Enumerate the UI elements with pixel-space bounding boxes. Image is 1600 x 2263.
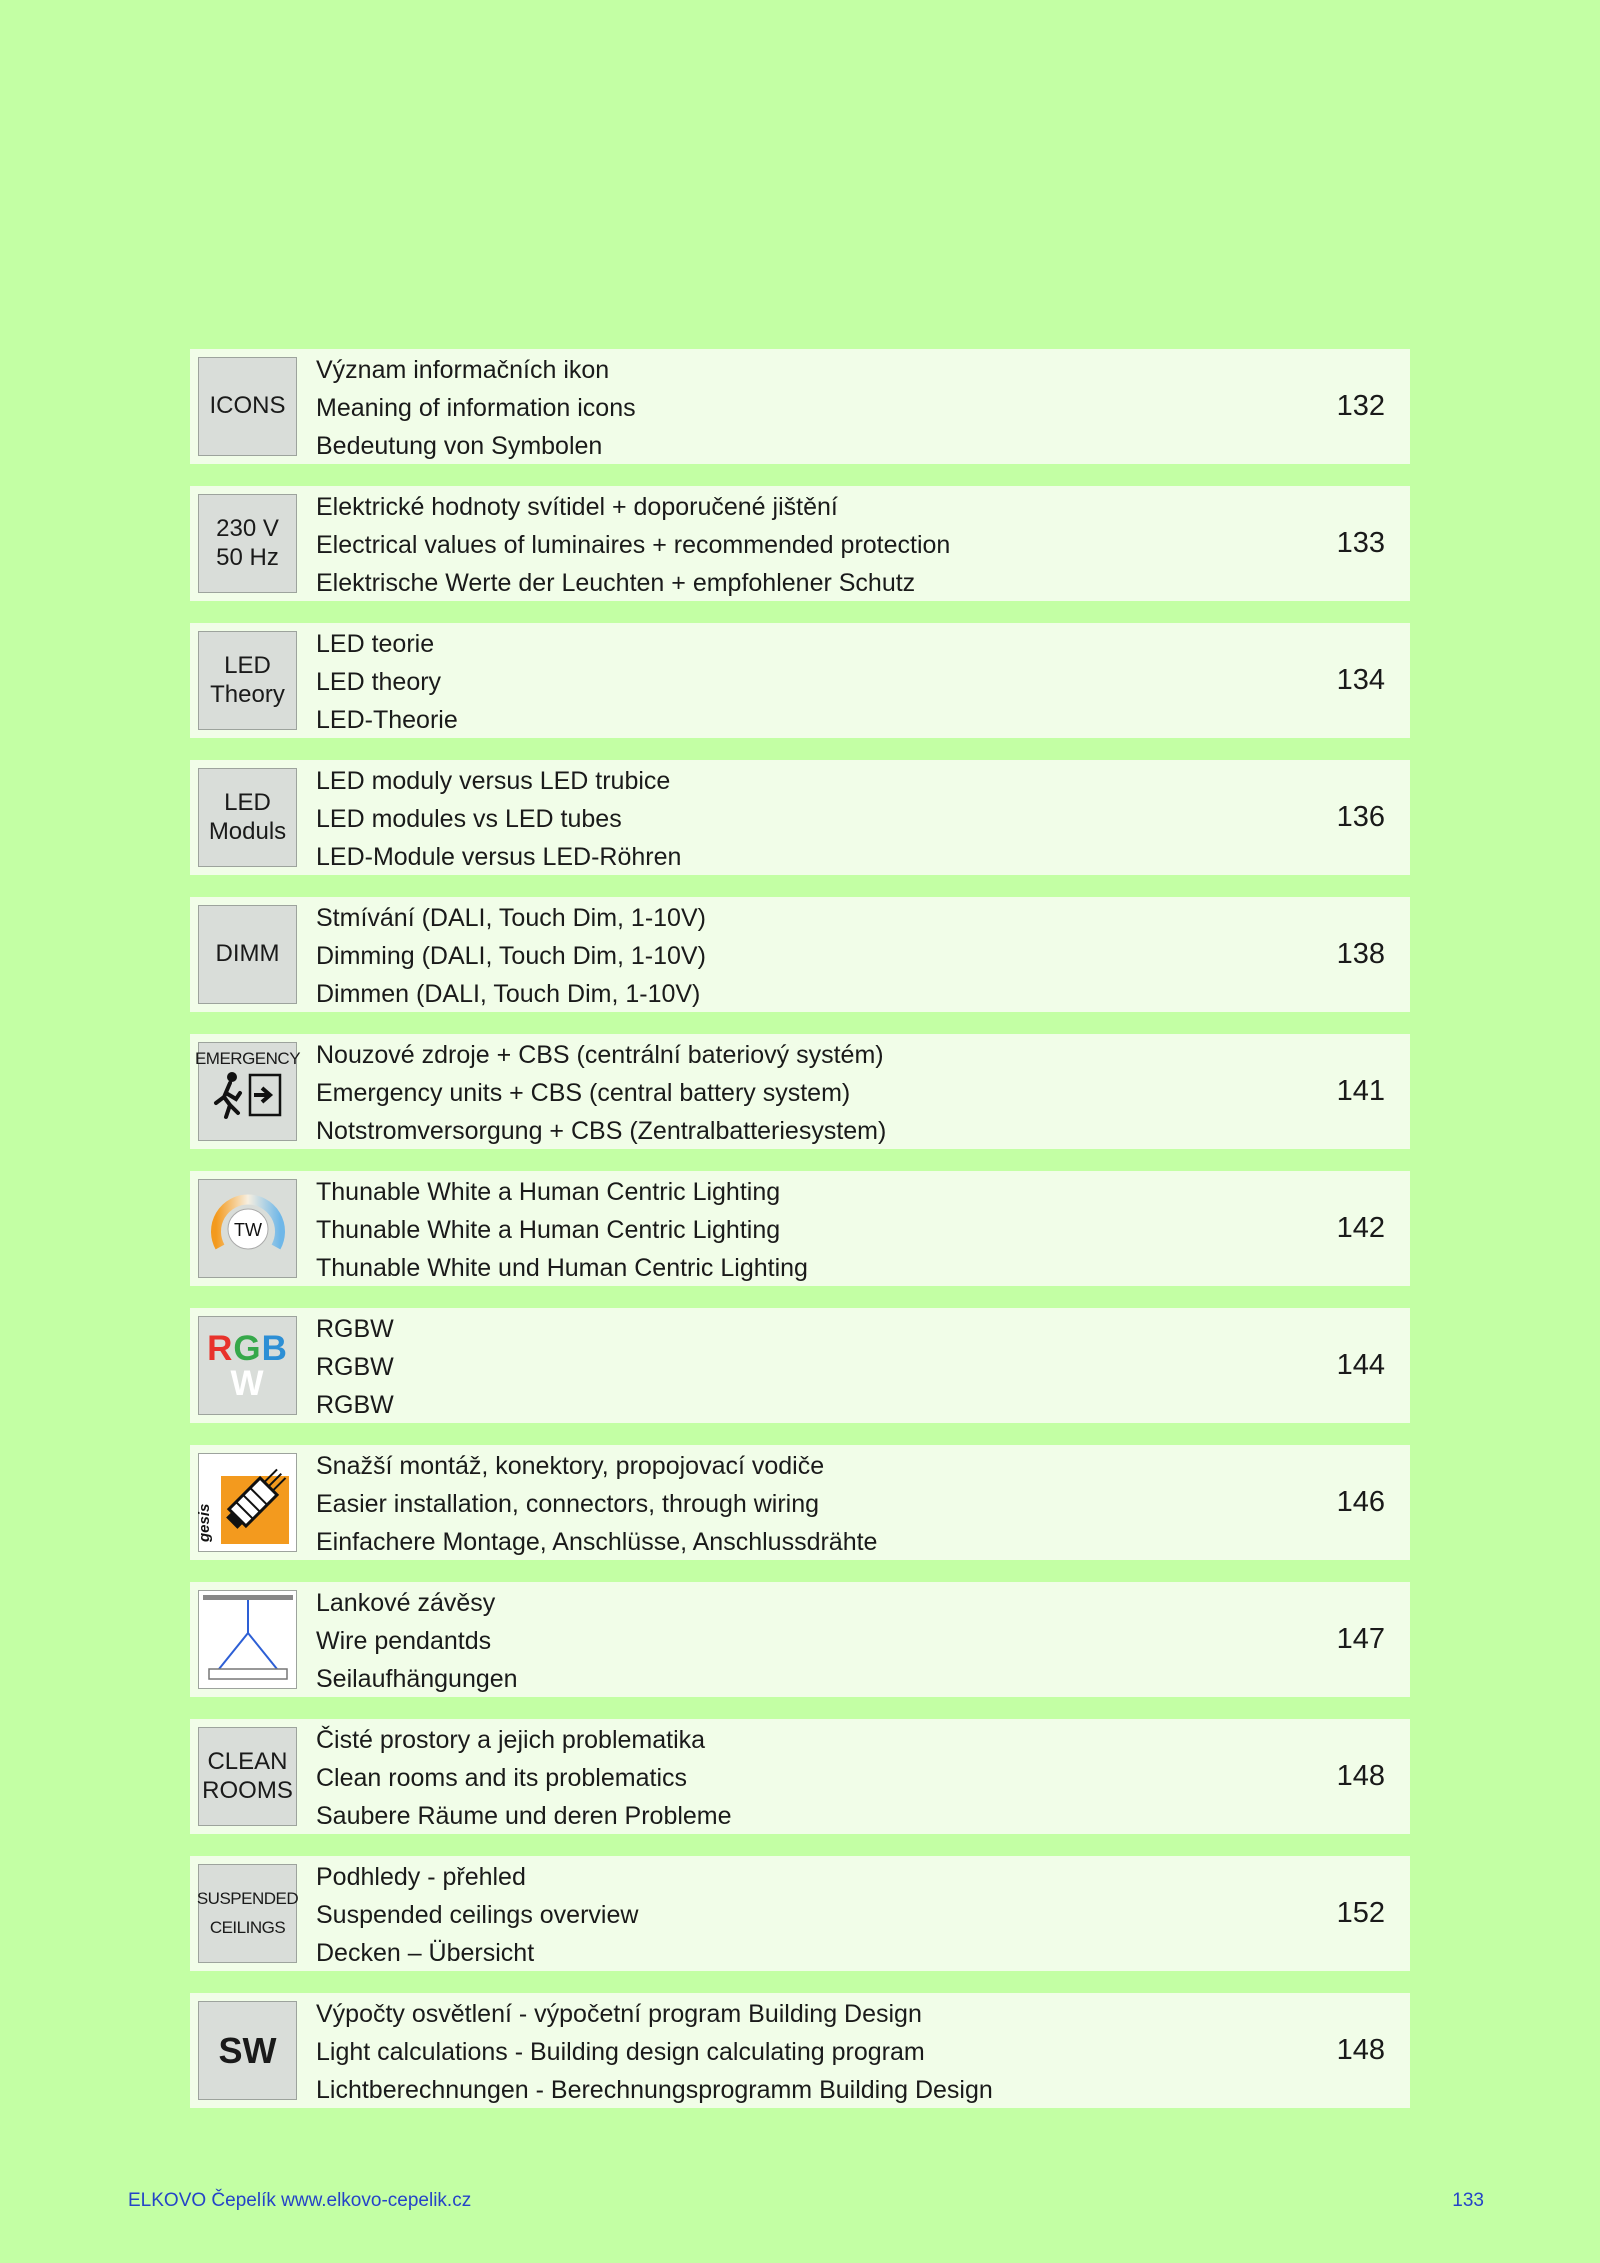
toc-row-led-modules[interactable] [190, 760, 1410, 875]
icon-label: LED Moduls [208, 788, 287, 845]
title-en: Light calculations - Building design calculating program [316, 2038, 925, 2066]
tunable-white-icon [198, 1179, 297, 1278]
footer-page-number: 133 [1452, 2190, 1484, 2211]
icon-label: 230 V 50 Hz [216, 514, 279, 571]
running-man-exit-icon [210, 1069, 286, 1121]
footer-company-link[interactable]: ELKOVO Čepelík www.elkovo-cepelik.cz [128, 2190, 472, 2211]
page-number: 148 [1336, 2034, 1385, 2066]
title-de: Decken – Übersicht [316, 1939, 535, 1967]
led-theory-icon [198, 631, 297, 730]
icon-label: SW [218, 2029, 277, 2071]
page-number: 147 [1336, 1623, 1385, 1655]
title-de: Saubere Räume und deren Probleme [316, 1802, 732, 1830]
title-cz: Lankové závěsy [316, 1589, 496, 1617]
rgb-letter-b: B [261, 1328, 288, 1368]
icon-label: SUSPENDED CEILINGS [196, 1888, 299, 1937]
title-de: Dimmen (DALI, Touch Dim, 1-10V) [316, 980, 701, 1008]
title-cz: Thunable White a Human Centric Lighting [316, 1178, 781, 1206]
title-en: Wire pendantds [316, 1627, 492, 1655]
dimm-icon [198, 905, 297, 1004]
page-number: 132 [1336, 390, 1385, 422]
title-en: RGBW [316, 1353, 394, 1381]
title-cz: LED moduly versus LED trubice [316, 767, 671, 795]
page-number: 136 [1336, 801, 1385, 833]
toc-row-dimming[interactable] [190, 897, 1410, 1012]
title-cz: Podhledy - přehled [316, 1863, 526, 1891]
toc-row-emergency[interactable] [190, 1034, 1410, 1149]
title-cz: Čisté prostory a jejich problematika [316, 1726, 706, 1754]
clean-rooms-icon [198, 1727, 297, 1826]
title-cz: Snažší montáž, konektory, propojovací vodiče [316, 1452, 825, 1480]
toc-row-suspended-ceilings[interactable] [190, 1856, 1410, 1971]
rgb-letter-r: R [207, 1328, 234, 1368]
rgb-letter-g: G [233, 1328, 262, 1368]
toc-row-led-theory[interactable] [190, 623, 1410, 738]
page-number: 148 [1336, 1760, 1385, 1792]
toc-row-icons[interactable] [190, 349, 1410, 464]
icon-label: gesis [195, 1503, 213, 1542]
icon-label: TW [233, 1219, 262, 1240]
rgb-letter-w: W [230, 1363, 265, 1403]
toc-row-gesis[interactable] [190, 1445, 1410, 1560]
title-cz: RGBW [316, 1315, 394, 1343]
title-de: LED-Module versus LED-Röhren [316, 843, 682, 871]
title-de: RGBW [316, 1391, 394, 1419]
title-en: Dimming (DALI, Touch Dim, 1-10V) [316, 942, 706, 970]
title-cz: Výpočty osvětlení - výpočetní program Building Design [316, 2000, 922, 2028]
title-en: Emergency units + CBS (central battery system) [316, 1079, 851, 1107]
title-cz: LED teorie [316, 630, 435, 658]
title-de: Bedeutung von Symbolen [316, 432, 603, 460]
title-en: Clean rooms and its problematics [316, 1764, 687, 1792]
title-en: LED modules vs LED tubes [316, 805, 622, 833]
title-de: Notstromversorgung + CBS (Zentralbatteriesystem) [316, 1117, 887, 1145]
title-en: Easier installation, connectors, through wiring [316, 1490, 820, 1518]
title-en: LED theory [316, 668, 442, 696]
toc-row-electrical[interactable] [190, 486, 1410, 601]
suspended-ceilings-icon [198, 1864, 297, 1963]
page-number: 133 [1336, 527, 1385, 559]
page-number: 138 [1336, 938, 1385, 970]
icon-label: DIMM [215, 940, 280, 968]
title-en: Electrical values of luminaires + recommended protection [316, 531, 951, 559]
software-icon [198, 2001, 297, 2100]
title-cz: Stmívání (DALI, Touch Dim, 1-10V) [316, 904, 706, 932]
title-cz: Nouzové zdroje + CBS (centrální bateriový systém) [316, 1041, 884, 1069]
title-cz: Význam informačních ikon [316, 356, 610, 384]
rgbw-icon [198, 1316, 297, 1415]
toc-row-wire-pendants[interactable] [190, 1582, 1410, 1697]
page-number: 146 [1336, 1486, 1385, 1518]
gesis-connector-icon [195, 1453, 297, 1552]
title-cz: Elektrické hodnoty svítidel + doporučené jištění [316, 493, 838, 521]
toc-row-software[interactable] [190, 1993, 1410, 2108]
page-number: 152 [1336, 1897, 1385, 1929]
table-of-contents [190, 349, 1410, 2130]
voltage-icon [198, 494, 297, 593]
page-number: 142 [1336, 1212, 1385, 1244]
title-de: LED-Theorie [316, 706, 458, 734]
icon-label: LED Theory [210, 651, 285, 708]
title-de: Elektrische Werte der Leuchten + empfohlener Schutz [316, 569, 916, 597]
title-en: Suspended ceilings overview [316, 1901, 639, 1929]
wire-pendant-icon [198, 1590, 297, 1689]
toc-row-clean-rooms[interactable] [190, 1719, 1410, 1834]
icon-label: EMERGENCY [194, 1049, 301, 1068]
led-modules-icon [198, 768, 297, 867]
icon-label: CLEAN ROOMS [202, 1747, 293, 1804]
emergency-exit-icon [194, 1042, 301, 1141]
page-number: 144 [1336, 1349, 1385, 1381]
title-de: Einfachere Montage, Anschlüsse, Anschlussdrähte [316, 1528, 878, 1556]
toc-row-tunable-white[interactable] [190, 1171, 1410, 1286]
icons-icon [198, 357, 297, 456]
title-de: Thunable White und Human Centric Lighting [316, 1254, 808, 1282]
title-de: Seilaufhängungen [316, 1665, 518, 1693]
page-number: 141 [1336, 1075, 1385, 1107]
page-number: 134 [1336, 664, 1385, 696]
toc-row-rgbw[interactable] [190, 1308, 1410, 1423]
title-de: Lichtberechnungen - Berechnungsprogramm Building Design [316, 2076, 993, 2104]
title-en: Thunable White a Human Centric Lighting [316, 1216, 781, 1244]
title-en: Meaning of information icons [316, 394, 636, 422]
icon-label: ICONS [209, 392, 286, 420]
